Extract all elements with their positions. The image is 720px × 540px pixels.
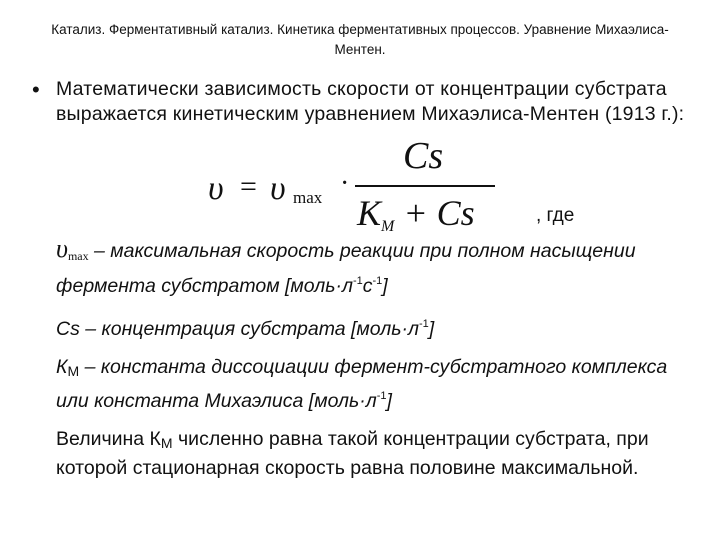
- definitions: [56, 236, 696, 494]
- bullet-marker: •: [32, 77, 40, 102]
- formula-velocity: υ: [208, 170, 224, 207]
- km-end: ]: [386, 390, 392, 412]
- formula-denominator: [357, 192, 475, 236]
- vmax-end: ]: [382, 275, 388, 297]
- vmax-symbol: [56, 234, 89, 263]
- formula-vmax: υ: [270, 170, 286, 207]
- denominator-k: K: [357, 193, 382, 233]
- value-subscript: М: [160, 435, 173, 451]
- cs-text: Cs – концентрация субстрата [моль·л: [56, 318, 419, 340]
- vmax-letter: υ: [56, 234, 68, 263]
- km-subscript: М: [67, 363, 80, 379]
- definition-km: [56, 355, 696, 414]
- vmax-exponent-1: -1: [352, 275, 363, 287]
- definition-vmax: [56, 236, 696, 299]
- definition-value: [56, 427, 696, 481]
- where-text: , где: [536, 205, 575, 226]
- bullet-text: Математически зависимость скорости от концентрации субстрата выражается кинетическим уравнением Михаэлиса-Ментен (1913 г.):: [56, 78, 685, 125]
- denominator-subscript: M: [381, 218, 395, 235]
- km-letter: К: [56, 356, 68, 378]
- denominator-rest: + Cs: [394, 193, 475, 233]
- michaelis-menten-formula: [200, 132, 530, 235]
- vmax-text: – максимальная скорость реакции при полном насыщении фермента субстратом [моль·л: [56, 240, 636, 297]
- km-text: – константа диссоциации фермент-субстратного комплекса или константа Михаэлиса [моль·л: [56, 356, 668, 412]
- formula-dot: ·: [340, 168, 350, 199]
- value-text: численно равна такой концентрации субстрата, при которой стационарная скорость равна половине максимальной.: [56, 428, 649, 479]
- definition-cs: [56, 312, 696, 342]
- vmax-text-2: с: [362, 275, 373, 297]
- fraction-bar: [355, 185, 495, 187]
- value-k: Величина К: [56, 428, 161, 450]
- slide-title: Катализ. Ферментативный катализ. Кинетика ферментативных процессов. Уравнение Михаэлиса-Ментен.: [51, 22, 669, 57]
- formula-equals: =: [240, 170, 257, 203]
- vmax-exponent-2: -1: [372, 275, 383, 287]
- cs-exponent: -1: [418, 318, 429, 330]
- vmax-subscript: max: [67, 249, 89, 263]
- km-exponent: -1: [376, 390, 387, 402]
- cs-end: ]: [428, 318, 435, 340]
- formula-numerator: Cs: [403, 135, 444, 177]
- formula-max-subscript: max: [293, 188, 323, 207]
